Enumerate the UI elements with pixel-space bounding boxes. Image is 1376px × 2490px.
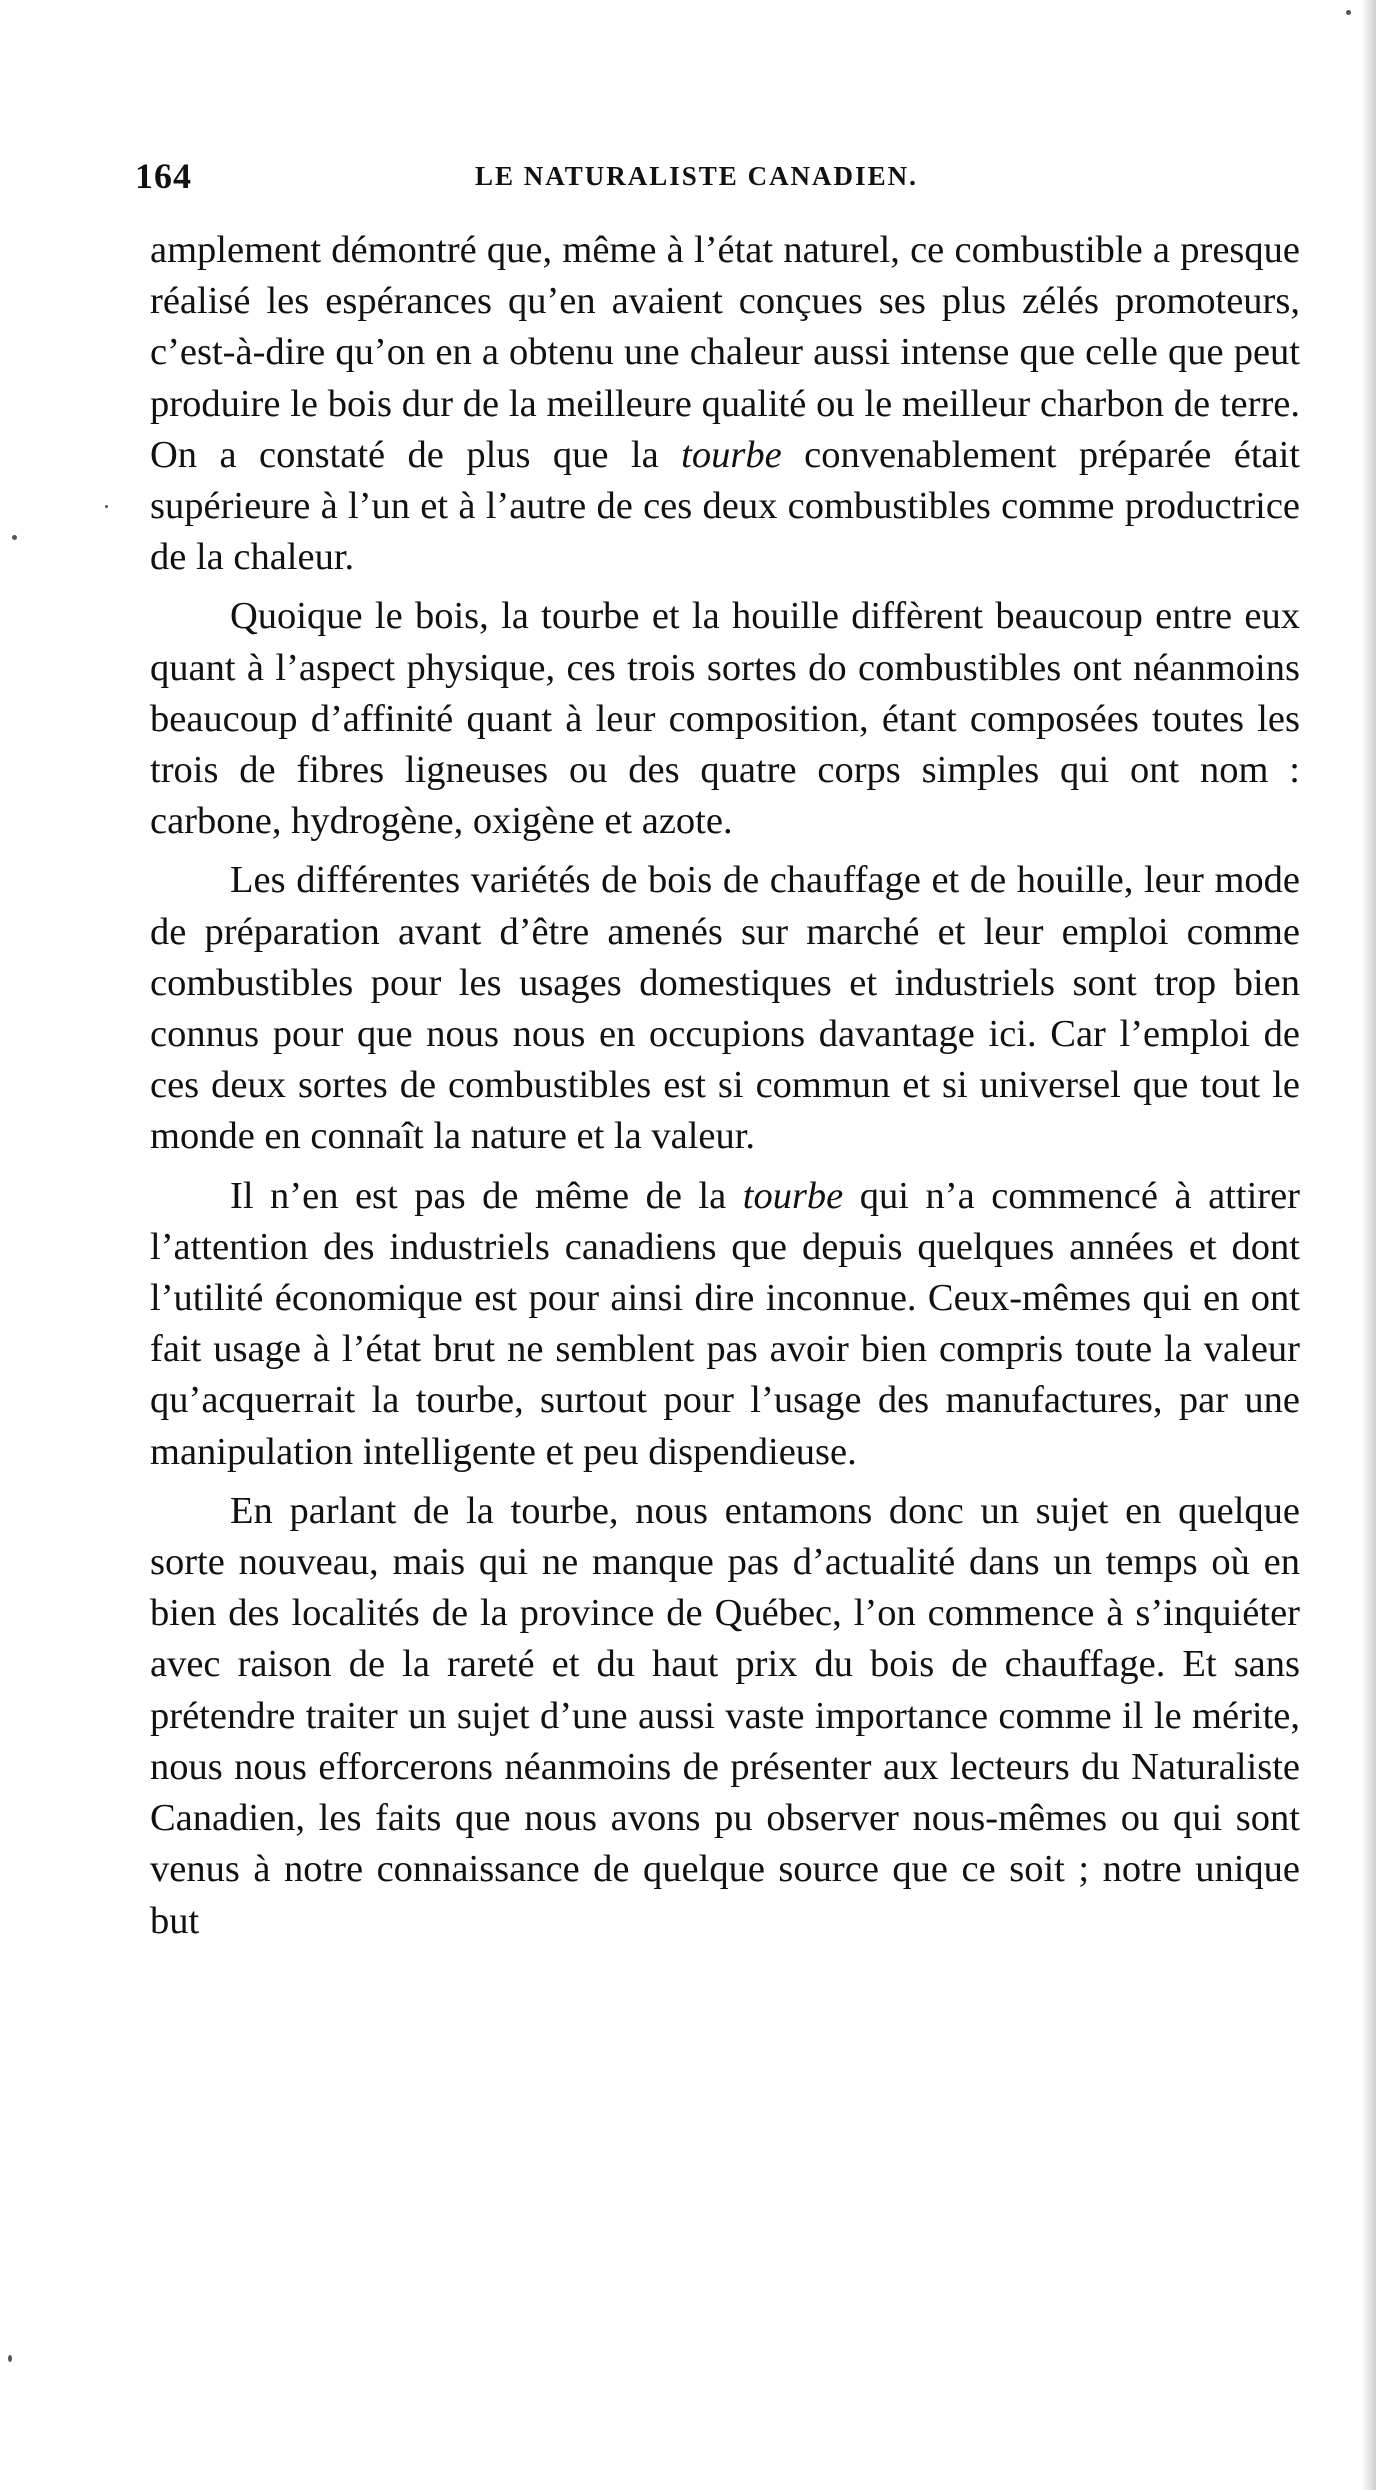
scan-edge-shadow xyxy=(1362,0,1376,2490)
paragraph-3 xyxy=(150,855,1300,1162)
body-text xyxy=(150,225,1300,1947)
paragraph-4-text-a: Il n’en est pas de même de la xyxy=(230,1174,743,1217)
paragraph-5-text: En parlant de la tourbe, nous entamons donc un sujet en quelque sorte nouveau, mais qui ne manque pas d’actualité dans un temps où en bien des localités de la province de Québec, l’on commence à s’inquiéter avec raison de la rareté et du haut prix du bois de chauffage. Et sans prétendre traiter un sujet d’une aussi vaste importance comme il le mérite, nous nous efforcerons néanmoins de présenter aux lecteurs du Naturaliste Canadien, les faits que nous avons pu observer nous-mêmes ou qui sont venus à notre connaissance de quelque source que ce soit ; notre unique but xyxy=(150,1489,1300,1942)
paragraph-2 xyxy=(150,591,1300,847)
running-head: LE NATURALISTE CANADIEN. xyxy=(475,161,918,191)
paragraph-4-text-b: qui n’a commencé à attirer l’attention des industriels canadiens que depuis quelques années et dont l’utilité économique est pour ainsi dire inconnue. Ceux-mêmes qui en ont fait usage à l’état brut ne semblent pas avoir bien compris toute la valeur qu’acquerrait la tourbe, surtout pour l’usage des manufactures, par une manipulation intelligente et peu dispendieuse. xyxy=(150,1174,1300,1473)
paragraph-1-text-b: convenablement préparée était supérieure à l’un et à l’autre de ces deux combustibles comme productrice de la chaleur. xyxy=(150,433,1301,579)
page-number: 164 xyxy=(135,156,192,196)
scan-speck xyxy=(105,505,108,508)
paragraph-5 xyxy=(150,1486,1300,1947)
scan-speck xyxy=(8,2355,12,2362)
paragraph-3-text: Les différentes variétés de bois de chauffage et de houille, leur mode de préparation avant d’être amenés sur marché et leur emploi comme combustibles pour les usages domestiques et industriels sont trop bien connus pour que nous nous en occupions davantage ici. Car l’emploi de ces deux sortes de combustibles est si commun et si universel que tout le monde en connaît la nature et la valeur. xyxy=(150,859,1300,1158)
scan-speck xyxy=(12,535,17,540)
paragraph-1-text-a: amplement démontré que, même à l’état naturel, ce combustible a presque réalisé les espérances qu’en avaient conçues ses plus zélés promoteurs, c’est-à-dire qu’on en a obtenu une chaleur aussi intense que celle que peut produire le bois dur de la meilleure qualité ou le meilleur charbon de terre. On a constaté de plus que la xyxy=(150,229,1300,476)
paragraph-4-italic-tourbe: tourbe xyxy=(742,1174,844,1217)
scan-speck xyxy=(1346,10,1351,15)
paragraph-1-italic-tourbe: tourbe xyxy=(681,433,782,476)
page-header xyxy=(135,155,1335,205)
paragraph-1 xyxy=(150,225,1300,583)
paragraph-4 xyxy=(150,1171,1300,1478)
paragraph-2-text: Quoique le bois, la tourbe et la houille diffèrent beaucoup entre eux quant à l’aspect physique, ces trois sortes do combustibles ont néanmoins beaucoup d’affinité quant à leur composition, étant composées toutes les trois de fibres ligneuses ou des quatre corps simples qui ont nom : carbone, hydrogène, oxigène et azote. xyxy=(150,595,1300,843)
